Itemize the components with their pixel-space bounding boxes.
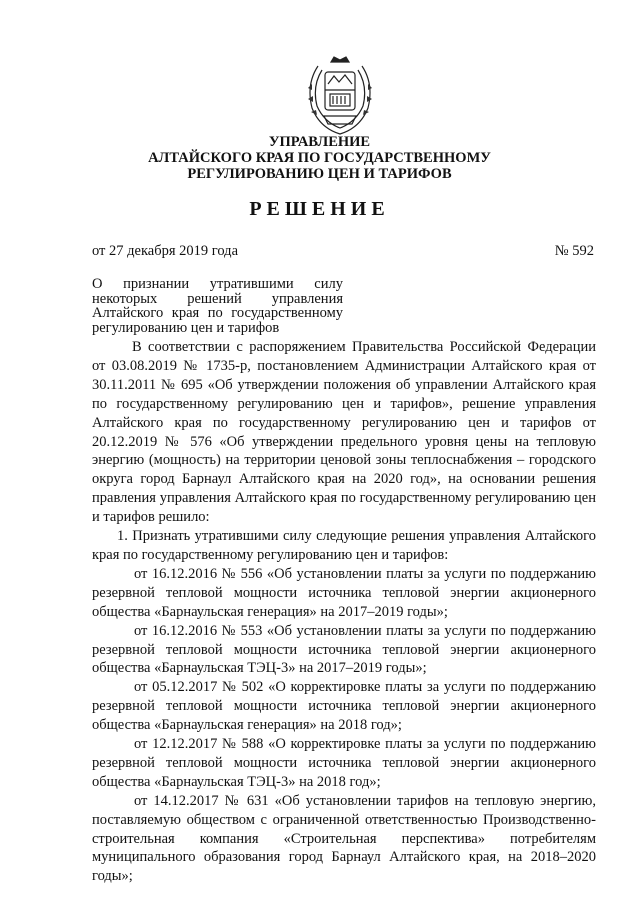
decision-entry: от 05.12.2017 № 502 «О корректировке платы за услуги по поддержанию резервной тепловой мощности источника тепловой энергии акционерного общества «Барнаульская генерация» на 2018 год»; (92, 679, 596, 734)
document-body (92, 338, 596, 886)
decision-entry: от 14.12.2017 № 631 «Об установлении тарифов на тепловую энергию, поставляемую обществом с ограниченной ответственностью Производственно-строительная компания «Строительная перспектива» потребителям муниципального образования город Барнаул Алтайского края, на 2018–2020 годы»; (92, 792, 596, 885)
document-number: № 592 (554, 243, 594, 259)
preamble-paragraph: В соответствии с распоряжением Правительства Российской Федерации от 03.08.2019 № 1735-р, постановлением Администрации Алтайского края от 30.11.2011 № 695 «Об утверждении положения об управлении Алтайского края по государственному регулированию цен и тарифов», решение управления Алтайского края по государственному регулированию цен и тарифов от 20.12.2019 № 576 «Об утверждении предельного уровня цены на тепловую энергию (мощность) на территории ценовой зоны теплоснабжения – городского округа город Барнаул Алтайского края на 2020 год», на основании решения правления управления Алтайского края по государственному регулированию цен и тарифов решило: (92, 339, 596, 526)
decision-entry: от 16.12.2016 № 556 «Об установлении платы за услуги по поддержанию резервной тепловой мощности источника тепловой энергии акционерного общества «Барнаульская генерация» на 2017–2019 годы»; (92, 565, 596, 620)
decision-entry: от 12.12.2017 № 588 «О корректировке платы за услуги по поддержанию резервной тепловой мощности источника тепловой энергии акционерного общества «Барнаульская ТЭЦ-3» на 2018 год»; (92, 736, 596, 790)
document-type-title: РЕШЕНИЕ (249, 198, 390, 220)
coat-of-arms-emblem (298, 54, 382, 136)
org-name-line3: РЕГУЛИРОВАНИЮ ЦЕН И ТАРИФОВ (187, 166, 452, 182)
org-name-line1: УПРАВЛЕНИЕ (268, 134, 371, 150)
org-name-line2: АЛТАЙСКОГО КРАЯ ПО ГОСУДАРСТВЕННОМУ (148, 150, 491, 166)
document-subject: О признании утратившими силу некоторых решений управления Алтайского края по государственному регулированию цен и тарифов (92, 276, 343, 336)
decision-entry: от 16.12.2016 № 553 «Об установлении платы за услуги по поддержанию резервной тепловой мощности источника тепловой энергии акционерного общества «Барнаульская ТЭЦ-3» на 2017–2019 годы»; (92, 622, 596, 677)
item-1-paragraph: 1. Признать утратившими силу следующие решения управления Алтайского края по государственному регулированию цен и тарифов: (92, 528, 596, 563)
document-date: от 27 декабря 2019 года (92, 243, 238, 259)
